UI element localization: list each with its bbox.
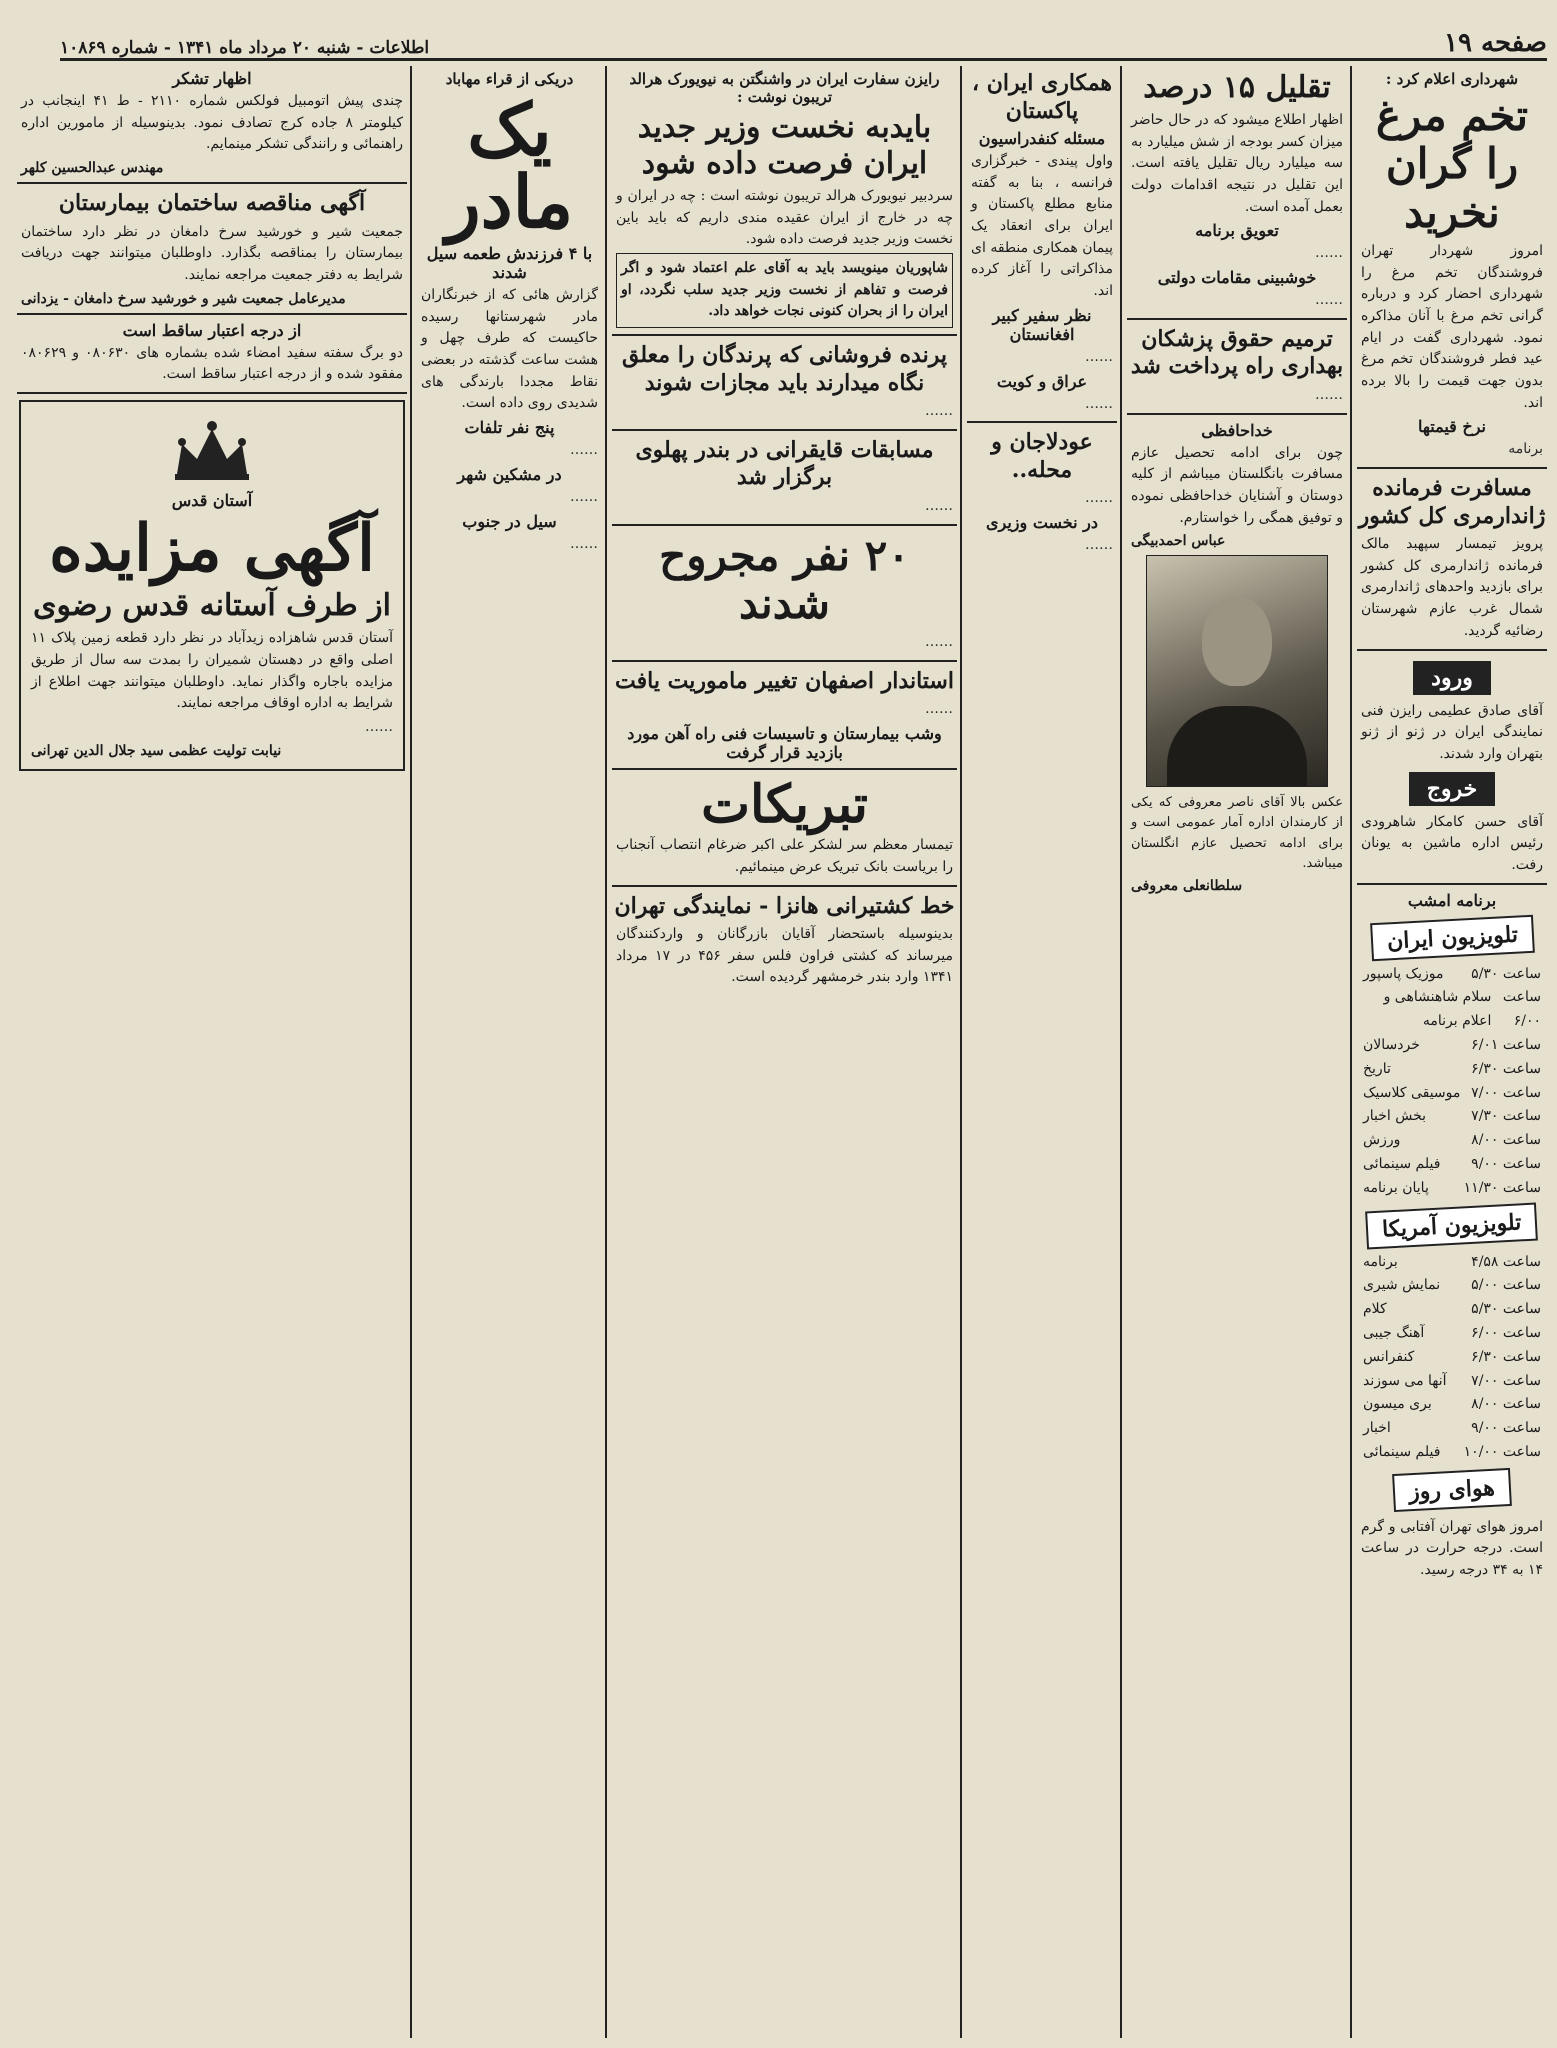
mission-body: پرویز تیمسار سپهبد مالک فرمانده ژاندارمری کل کشور برای بازدید واحدهای ژاندارمری شمال غرب عازم شهرستان رضائیه گردید. [1361, 536, 1543, 639]
column-2 [1127, 66, 1347, 2038]
hansa-body: بدینوسیله باستحضار آقایان بازرگانان و واردکنندگان میرساند که کشتی فراون فلس سفر ۴۵۶ در ۱۷ مرداد ۱۳۴۱ وارد بندر خرمشهر گردیده است. [616, 926, 953, 986]
budget-sub2: خوشبینی مقامات دولتی [1157, 268, 1317, 288]
auction-body: آستان قدس شاهزاده زیدآباد در نظر دارد قطعه زمین پلاک ۱۱ اصلی واقع در دهستان شمیران را بمدت سه سال از طریق مزایده باجاره واگذار نماید. داوطلبان میتوانند جهت اطلاع از شرایط به اداره اوقاف مراجعه نمایند. [31, 630, 393, 712]
enter-block [1357, 657, 1547, 699]
schedule-time: ساعت ۸/۰۰ [1471, 1396, 1541, 1413]
envoy-body: سردبیر نیویورک هرالد تریبون نوشته است : چه در ایران و چه در خارج از ایران عقیده مندی داریم که باید باین نخست وزیر جدید فرصت داده شود. [616, 188, 953, 248]
mission-headline: مسافرت فرمانده ژاندارمری کل کشور [1358, 475, 1546, 529]
cooperation-sub2: نظر سفیر کبیر افغانستان [992, 305, 1092, 344]
schedule-row [1363, 1105, 1541, 1129]
schedule-row [1363, 963, 1541, 987]
schedule-row [1363, 1417, 1541, 1441]
schedule-row [1363, 1393, 1541, 1417]
exit-label: خروج [1409, 772, 1496, 806]
column-rule [1350, 66, 1352, 2038]
hospital-headline: وشب بیمارستان و تاسیسات فنی راه آهن مورد بازدید قرار گرفت [627, 723, 942, 762]
divider [967, 421, 1117, 423]
credit-body: دو برگ سفته سفید امضاء شده بشماره های ۰۸۰۶۳۰ و ۰۸۰۶۲۹ مفقود شده و از درجه اعتبار ساقط است. [21, 344, 403, 383]
doctors-body: …… [1315, 386, 1343, 403]
column-4 [612, 66, 957, 2038]
tabrik-title: تبریکات [701, 773, 868, 835]
schedule-show: کنفرانس [1363, 1348, 1415, 1365]
tabrik-body: تیمسار معظم سر لشکر علی اکبر ضرغام انتصاب آنجناب را بریاست بانک تبریک عرض مینمائیم. [616, 837, 953, 875]
tv-america-logo: تلویزیون آمریکا [1365, 1202, 1538, 1249]
schedule-row [1363, 1298, 1541, 1322]
schedule-time: ساعت ۵/۳۰ [1471, 1301, 1541, 1318]
eggs-headline: تخم مرغ را گران نخرید [1375, 91, 1529, 237]
injured-headline: ۲۰ نفر مجروح شدند [659, 530, 910, 628]
thanks-title: اظهار تشکر [172, 69, 252, 88]
schedule-time: ساعت ۷/۰۰ [1471, 1372, 1541, 1389]
schedule-show: آهنگ جیبی [1363, 1325, 1425, 1341]
race-body: …… [925, 497, 953, 514]
exit-body: آقای حسن کامکار شاهرودی رئیس اداره ماشین به یونان رفت. [1361, 813, 1543, 873]
divider [612, 429, 957, 431]
envoy-inset: شاپوریان مینویسد باید به آقای علم اعتماد شود و اگر فرصت و تفاهم از نخست وزیر جدید سلب نگردد، او ایران را از بحران کنونی نجات خواهد داد. [616, 253, 953, 328]
governor-body: …… [925, 701, 953, 718]
schedule-row [1363, 1274, 1541, 1298]
schedule-time: ساعت ۹/۰۰ [1471, 1420, 1541, 1437]
schedule-row [1363, 1153, 1541, 1177]
flood-sub3: در مشکین شهر [457, 464, 562, 484]
flood-sub4: سیل در جنوب [462, 511, 557, 531]
schedule-show: فیلم سینمائی [1363, 1156, 1441, 1173]
enter-body: آقای صادق عطیمی رایزن فنی نمایندگی ایران در ژنو از ژنو بتهران وارد شدند. [1361, 702, 1543, 762]
schedule-show: موزیک پاسپور [1363, 965, 1444, 982]
hansa-headline: خط کشتیرانی هانزا - نمایندگی تهران [614, 892, 955, 919]
cooperation-sub3: عراق و کویت [996, 371, 1088, 391]
schedule-row [1363, 1441, 1541, 1465]
schedule-row [1363, 1177, 1541, 1201]
cooperation-sub1: مسئله کنفدراسیون [978, 129, 1106, 148]
schedule-show: بری میسون [1363, 1396, 1432, 1413]
pm-office-body: …… [1085, 536, 1113, 553]
schedule-show: اخبار [1363, 1420, 1391, 1437]
auction-ad [19, 400, 405, 771]
divider [1127, 413, 1347, 415]
schedule-show: نمایش شیری [1363, 1277, 1441, 1294]
exit-block [1357, 768, 1547, 810]
schedule-show: بخش اخبار [1363, 1108, 1427, 1125]
bird-body: …… [925, 403, 953, 420]
portrait-face [1202, 596, 1272, 686]
schedule-time: ساعت ۷/۳۰ [1471, 1108, 1541, 1125]
schedule-time: ساعت ۶/۰۱ [1471, 1037, 1541, 1054]
schedule-show: پایان برنامه [1363, 1179, 1429, 1196]
eggs-body: امروز شهردار تهران فروشندگان تخم مرغ را شهرداری احضار کرد و درباره گرانی تخم مرغ با آنان مذاکره نمود. شهرداری گفت در ایام عید فطر فروشندگان تخم مرغ بدون جهت قیمت را بالا برده اند. [1361, 242, 1543, 411]
weather-logo: هوای روز [1392, 1468, 1512, 1512]
tender-body: جمعیت شیر و خورشید سرخ دامغان در نظر دارد ساختمان بیمارستان را بمناقصه بگذارد. داوطلبان میتوانند جهت دریافت شرایط به دفتر جمعیت مراجعه نمایند. [21, 223, 403, 283]
tv-program-title: برنامه امشب [1407, 890, 1497, 910]
farewell-name: عباس احمدبیگی [1131, 533, 1226, 550]
schedule-row [1363, 1346, 1541, 1370]
schedule-row [1363, 1082, 1541, 1106]
column-rule [605, 66, 607, 2038]
flood-sub: با ۴ فرزندش طعمه سیل شدند [426, 244, 593, 282]
tv-iran-logo-wrap [1357, 913, 1547, 963]
schedule-show: فیلم سینمائی [1363, 1443, 1441, 1460]
schedule-time: ساعت ۱۰/۰۰ [1463, 1443, 1541, 1460]
divider [1357, 649, 1547, 651]
column-6 [17, 66, 407, 2038]
schedule-show: آنها می سوزند [1363, 1372, 1447, 1389]
schedule-row [1363, 1034, 1541, 1058]
schedule-row [1363, 1322, 1541, 1346]
cooperation-body-continued-2: …… [1085, 395, 1113, 412]
schedule-time: ساعت ۸/۰۰ [1471, 1132, 1541, 1149]
schedule-show: سلام شاهنشاهی و اعلام برنامه [1383, 989, 1492, 1030]
oudlajan-body: …… [1085, 490, 1113, 507]
schedule-time: ساعت ۷/۰۰ [1471, 1084, 1541, 1101]
divider [17, 182, 407, 184]
masthead [60, 18, 1547, 61]
credit-title: از درجه اعتبار ساقط است [122, 320, 302, 340]
tv-america-schedule [1357, 1251, 1547, 1465]
flood-body: گزارش هائی که از خبرنگاران مادر شهرستانها رسیده حاکیست که طرف چهل و هشت ساعت گذشته در بعضی نقاط مجددا بارندگی های شدیدی روی داده است. [421, 287, 598, 412]
farewell-body: چون برای ادامه تحصیل عازم مسافرت بانگلستان میباشم از کلیه دوستان و آشنایان خداحافظی نموده و توفیق همگی را خواستارم. [1131, 444, 1343, 526]
column-3 [967, 66, 1117, 2038]
schedule-time: ساعت ۶/۰۰ [1471, 1325, 1541, 1341]
schedule-show: خردسالان [1363, 1037, 1420, 1054]
cooperation-body-continued: …… [1085, 348, 1113, 365]
tv-america-logo-wrap [1357, 1201, 1547, 1251]
eggs-kicker: شهرداری اعلام کرد : [1385, 70, 1519, 88]
divider [17, 313, 407, 315]
cooperation-headline: همکاری ایران ، پاکستان [971, 70, 1113, 124]
oudlajan-headline: عودلاجان و محله.. [991, 429, 1093, 483]
photo-signoff: سلطانعلی معروفی [1131, 877, 1243, 894]
column-rule [410, 66, 412, 2038]
budget-sub1: تعویق برنامه [1195, 221, 1279, 241]
auction-sign: نیابت تولیت عظمی سید جلال الدین تهرانی [31, 742, 282, 759]
divider [1357, 883, 1547, 885]
thanks-body: چندی پیش اتومبیل فولکس شماره ۲۱۱۰ - ط ۴۱ اینجانب در کیلومتر ۸ جاده کرج تصادف نمود. بدینوسیله از مامورین اداره راهنمائی و رانندگی تشکر مینمایم. [21, 93, 404, 153]
auction-title: آگهی مزایده [49, 511, 375, 586]
auction-sub: از طرف آستانه قدس رضوی [33, 588, 391, 624]
schedule-time: ساعت ۶/۳۰ [1471, 1348, 1541, 1365]
cooperation-body: واول پیندی - خبرگزاری فرانسه ، بنا به گفته منابع مطلع پاکستان و ایران برای انعقاد یک پیمان همکاری منطقه ای مذاکراتی را آغاز کرده اند. [971, 153, 1113, 300]
flood-kicker: دریکی از قراء مهاباد [445, 70, 574, 88]
tv-iran-logo: تلویزیون ایران [1370, 914, 1535, 960]
envoy-headline: بایدبه نخست وزیر جدید ایران فرصت داده شود [637, 110, 932, 181]
divider [1357, 467, 1547, 469]
column-5 [417, 66, 602, 2038]
schedule-row [1363, 1129, 1541, 1153]
schedule-time: ساعت ۶/۰۰ [1502, 989, 1541, 1030]
flood-body-continued-2: …… [570, 488, 598, 505]
tender-title: آگهی مناقصه ساختمان بیمارستان [58, 190, 366, 217]
page-number: صفحه ۱۹ [1444, 28, 1547, 58]
thanks-name: مهندس عبدالحسین کلهر [21, 160, 164, 177]
column-rule [1120, 66, 1122, 2038]
divider [612, 524, 957, 526]
issue-line: اطلاعات - شنبه ۲۰ مرداد ماه ۱۳۴۱ - شماره ۱۰۸۶۹ [60, 38, 430, 58]
portrait-photo [1146, 555, 1328, 787]
divider [1127, 318, 1347, 320]
schedule-show: ورزش [1363, 1132, 1401, 1149]
flood-body-continued: …… [570, 442, 598, 459]
divider [17, 392, 407, 394]
auction-body-continued: …… [365, 719, 393, 736]
budget-body: اظهار اطلاع میشود که در حال حاضر میزان کسر بودجه از شش میلیارد به سه میلیارد ریال تقلیل یافته است. این تقلیل در نتیجه اقدامات دولت بعمل آمده است. [1131, 112, 1343, 215]
schedule-row [1363, 986, 1541, 1034]
portrait-suit [1167, 706, 1307, 786]
budget-body-continued-2: …… [1315, 292, 1343, 309]
crest-label: آستان قدس [171, 491, 253, 510]
schedule-show: موسیقی کلاسیک [1363, 1084, 1461, 1101]
eggs-body-continued: برنامه [1508, 441, 1543, 458]
column-rule [960, 66, 962, 2038]
schedule-row [1363, 1058, 1541, 1082]
weather-body: امروز هوای تهران آفتابی و گرم است. درجه حرارت در ساعت ۱۴ به ۳۴ درجه رسید. [1361, 1518, 1543, 1579]
flood-sub2: پنج نفر تلفات [464, 418, 555, 438]
schedule-time: ساعت ۱۱/۳۰ [1463, 1179, 1541, 1196]
schedule-show: کلام [1363, 1301, 1387, 1318]
flood-headline: یک مادر [445, 87, 574, 244]
divider [612, 660, 957, 662]
budget-headline: تقلیل ۱۵ درصد [1143, 70, 1331, 105]
schedule-row [1363, 1370, 1541, 1394]
schedule-time: ساعت ۵/۳۰ [1471, 965, 1541, 982]
schedule-show: تاریخ [1363, 1060, 1391, 1077]
schedule-time: ساعت ۶/۳۰ [1471, 1060, 1541, 1077]
injured-body: …… [925, 634, 953, 651]
enter-label: ورود [1413, 661, 1491, 695]
divider [612, 768, 957, 770]
schedule-time: ساعت ۹/۰۰ [1471, 1156, 1541, 1173]
budget-body-continued: …… [1315, 245, 1343, 262]
divider [612, 334, 957, 336]
race-headline: مسابقات قایقرانی در بندر پهلوی برگزار شد [635, 436, 934, 491]
pm-office-sub: در نخست وزیری [985, 512, 1098, 532]
farewell-title: خداحافظی [1201, 420, 1273, 440]
tv-iran-schedule [1357, 963, 1547, 1201]
crown-crest-icon [167, 414, 257, 484]
governor-headline: استاندار اصفهان تغییر ماموریت یافت [615, 667, 954, 694]
bird-headline: پرنده فروشانی که پرندگان را معلق نگاه میدارند باید مجازات شوند [622, 342, 947, 396]
weather-logo-wrap [1357, 1465, 1547, 1515]
envoy-kicker: رایزن سفارت ایران در واشنگتن به نیویورک هرالد تریبون نوشت : [629, 70, 940, 106]
schedule-time: ساعت ۵/۰۰ [1471, 1277, 1541, 1294]
schedule-show: برنامه [1363, 1253, 1398, 1270]
photo-caption: عکس بالا آقای ناصر معروفی که یکی از کارمندان اداره آمار عمومی است و برای ادامه تحصیل عازم انگلستان میباشد. [1131, 795, 1343, 871]
price-subhead: نرخ قیمتها [1418, 417, 1486, 437]
flood-body-continued-3: …… [570, 535, 598, 552]
tender-sign: مدیرعامل جمعیت شیر و خورشید سرخ دامغان - یزدانی [21, 290, 346, 307]
doctors-headline: ترمیم حقوق پزشکان بهداری راه پرداخت شد [1130, 325, 1344, 380]
schedule-time: ساعت ۴/۵۸ [1471, 1253, 1541, 1270]
column-1 [1357, 66, 1547, 2038]
schedule-row [1363, 1251, 1541, 1275]
divider [612, 885, 957, 887]
